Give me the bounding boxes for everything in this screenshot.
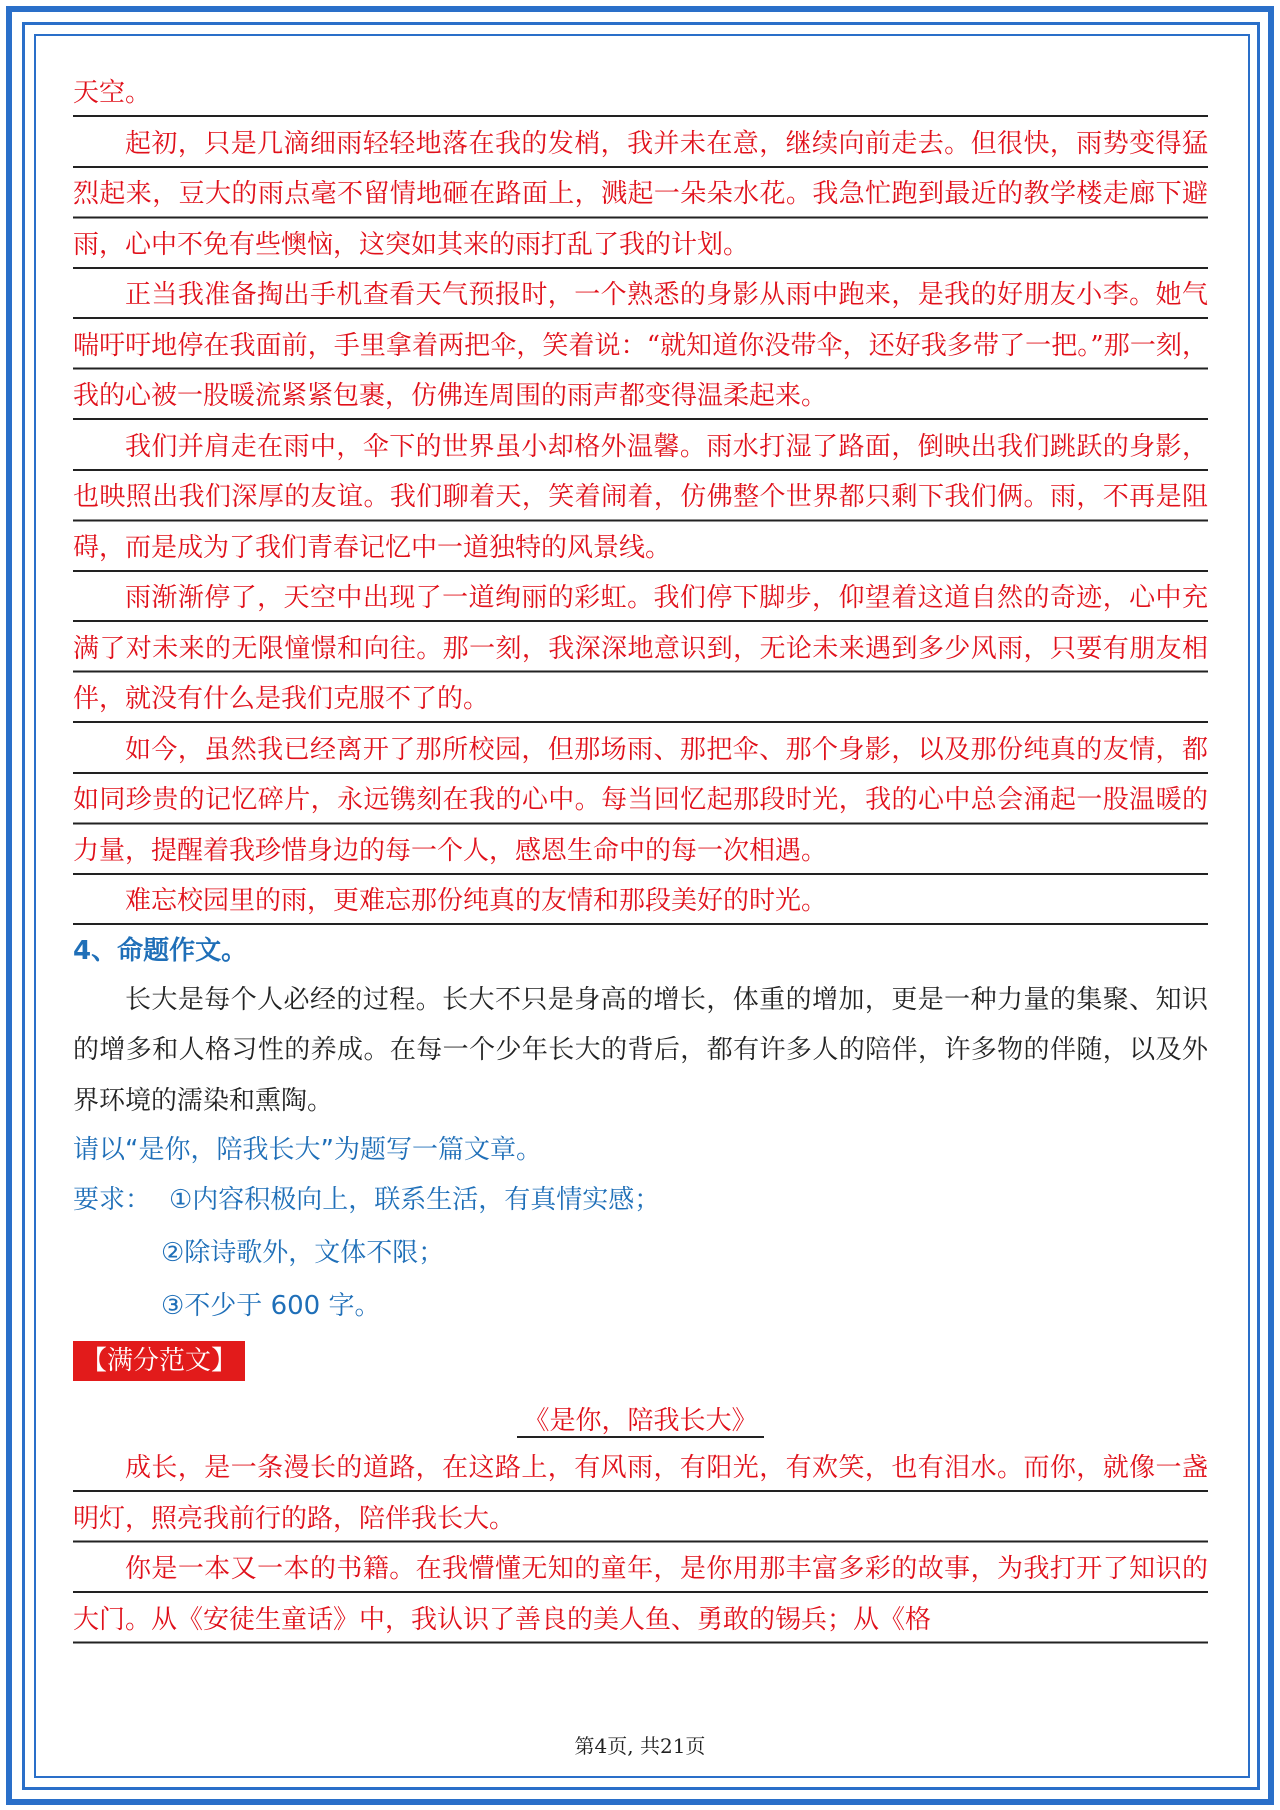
essay-paragraph: 成长，是一条漫长的道路，在这路上，有风雨，有阳光，有欢笑，也有泪水。而你，就像一盏明灯，照亮我前行的路，陪伴我长大。: [73, 1443, 1208, 1544]
essay-title: [73, 1399, 1208, 1443]
essay-paragraph: 如今，虽然我已经离开了那所校园，但那场雨、那把伞、那个身影，以及那份纯真的友情，都如同珍贵的记忆碎片，永远镌刻在我的心中。每当回忆起那段时光，我的心中总会涌起一股温暖的力量，提醒着我珍惜身边的每一个人，感恩生命中的每一次相遇。: [73, 725, 1208, 877]
essay-continuation: [73, 68, 1208, 927]
requirements: [73, 1174, 1208, 1333]
model-essay: [73, 1341, 1208, 1645]
requirement-item: ③不少于 600 字。: [161, 1291, 381, 1321]
section-4: [73, 927, 1208, 1334]
requirements-label: 要求：: [73, 1185, 152, 1215]
badge-row: [73, 1341, 1208, 1387]
prompt-text: 长大是每个人必经的过程。长大不只是身高的增长，体重的增加，更是一种力量的集聚、知识的增多和人格习性的养成。在每一个少年长大的背后，都有许多人的陪伴，许多物的伴随，以及外界环境的濡染和熏陶。: [73, 984, 1208, 1116]
requirement-text: ①内容积极向上，联系生活，有真情实感；: [169, 1185, 661, 1215]
essay-paragraph: 起初，只是几滴细雨轻轻地落在我的发梢，我并未在意，继续向前走去。但很快，雨势变得猛烈起来，豆大的雨点毫不留情地砸在路面上，溅起一朵朵水花。我急忙跑到最近的教学楼走廊下避雨，心中不免有些懊恼，这突如其来的雨打乱了我的计划。: [73, 119, 1208, 271]
essay-title-text: 《是你，陪我长大》: [517, 1406, 763, 1438]
requirement-item: [73, 1174, 1208, 1227]
requirement-item: ②除诗歌外，文体不限；: [161, 1238, 445, 1268]
page-content: [73, 68, 1208, 1645]
page-number: 第4页, 共21页: [574, 1734, 706, 1758]
essay-paragraph: 雨渐渐停了，天空中出现了一道绚丽的彩虹。我们停下脚步，仰望着这道自然的奇迹，心中充满了对未来的无限憧憬和向往。那一刻，我深深地意识到，无论未来遇到多少风雨，只要有朋友相伴，就没有什么是我们克服不了的。: [73, 573, 1208, 725]
essay-paragraph: 你是一本又一本的书籍。在我懵懂无知的童年，是你用那丰富多彩的故事，为我打开了知识的大门。从《安徒生童话》中，我认识了善良的美人鱼、勇敢的锡兵；从《格: [73, 1544, 1208, 1645]
instruction-text: 请以“是你，陪我长大”为题写一篇文章。: [73, 1135, 542, 1165]
full-score-badge: 【满分范文】: [73, 1341, 245, 1381]
essay-paragraph: 难忘校园里的雨，更难忘那份纯真的友情和那段美好的时光。: [73, 876, 1208, 927]
essay-paragraph: 天空。: [73, 68, 1208, 119]
essay-paragraph: 我们并肩走在雨中，伞下的世界虽小却格外温馨。雨水打湿了路面，倒映出我们跳跃的身影，也映照出我们深厚的友谊。我们聊着天，笑着闹着，仿佛整个世界都只剩下我们俩。雨，不再是阻碍，而是成为了我们青春记忆中一道独特的风景线。: [73, 422, 1208, 574]
section-heading: 4、命题作文。: [73, 935, 248, 966]
essay-paragraph: 正当我准备掏出手机查看天气预报时，一个熟悉的身影从雨中跑来，是我的好朋友小李。她气喘吁吁地停在我面前，手里拿着两把伞，笑着说：“就知道你没带伞，还好我多带了一把。”那一刻，我的心被一股暖流紧紧包裹，仿佛连周围的雨声都变得温柔起来。: [73, 270, 1208, 422]
